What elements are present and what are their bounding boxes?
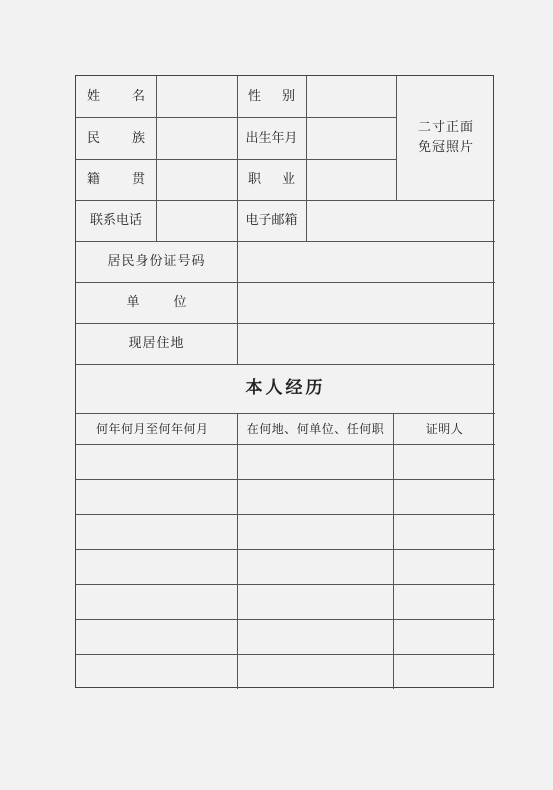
experience-row-1-period[interactable] [76,444,237,479]
experience-row-4-witness[interactable] [394,549,495,584]
experience-row-7-place[interactable] [238,654,393,688]
experience-row-4-period[interactable] [76,549,237,584]
experience-row-6-place[interactable] [238,619,393,654]
address-label: 现居住地 [128,336,185,351]
experience-row-2-period[interactable] [76,479,237,514]
experience-row-6-witness[interactable] [394,619,495,654]
experience-row-6-period[interactable] [76,619,237,654]
experience-row-5-period[interactable] [76,584,237,619]
phone-label: 联系电话 [89,213,142,228]
unit-label [76,282,237,323]
experience-row-4-place[interactable] [238,549,393,584]
occupation-field[interactable] [307,159,396,200]
experience-row-1-place[interactable] [238,444,393,479]
experience-row-1-witness[interactable] [394,444,495,479]
native-place-label-char-1: 籍 [87,172,101,187]
native-place-label-char-2: 贯 [131,172,145,187]
address-field[interactable] [238,323,495,364]
gender-label-char-1: 性 [248,89,262,104]
gender-label-char-2: 别 [281,89,295,104]
ethnicity-field[interactable] [157,117,237,159]
id-number-field[interactable] [238,241,495,282]
name-field[interactable] [157,76,237,117]
experience-row-2-witness[interactable] [394,479,495,514]
name-label-char-1: 姓 [87,89,101,104]
name-label-char-2: 名 [131,89,145,104]
experience-row-5-witness[interactable] [394,584,495,619]
email-field[interactable] [307,200,495,241]
native-place-label [76,159,156,200]
unit-label-char-2: 位 [173,295,187,310]
birth-label: 出生年月 [245,130,298,146]
place-role-header: 在何地、何单位、任何职 [246,421,385,436]
ethnicity-label-char-2: 族 [131,130,145,146]
experience-row-2-place[interactable] [238,479,393,514]
gender-label [237,76,306,117]
personal-info-form [75,75,494,688]
witness-header: 证明人 [425,421,464,436]
native-place-field[interactable] [157,159,237,200]
ethnicity-label-char-1: 民 [87,130,101,146]
occupation-label [237,159,306,200]
phone-field[interactable] [157,200,237,241]
id-number-label: 居民身份证号码 [107,254,206,269]
experience-row-7-witness[interactable] [394,654,495,688]
experience-row-5-place[interactable] [238,584,393,619]
experience-row-3-period[interactable] [76,514,237,549]
period-header: 何年何月至何年何月 [96,421,209,436]
occupation-label-char-2: 业 [281,172,295,187]
unit-label-char-1: 单 [126,295,140,310]
email-label: 电子邮箱 [245,213,298,228]
photo-caption-line-1: 二寸正面 [417,120,474,135]
experience-row-7-period[interactable] [76,654,237,688]
photo-placeholder[interactable] [397,76,495,200]
gender-field[interactable] [307,76,396,117]
unit-field[interactable] [238,282,495,323]
experience-row-3-place[interactable] [238,514,393,549]
ethnicity-label [76,117,156,159]
name-label [76,76,156,117]
photo-caption-line-2: 免冠照片 [417,140,474,155]
experience-title: 本人经历 [245,378,326,398]
birth-field[interactable] [307,117,396,159]
experience-row-3-witness[interactable] [394,514,495,549]
occupation-label-char-1: 职 [248,172,262,187]
